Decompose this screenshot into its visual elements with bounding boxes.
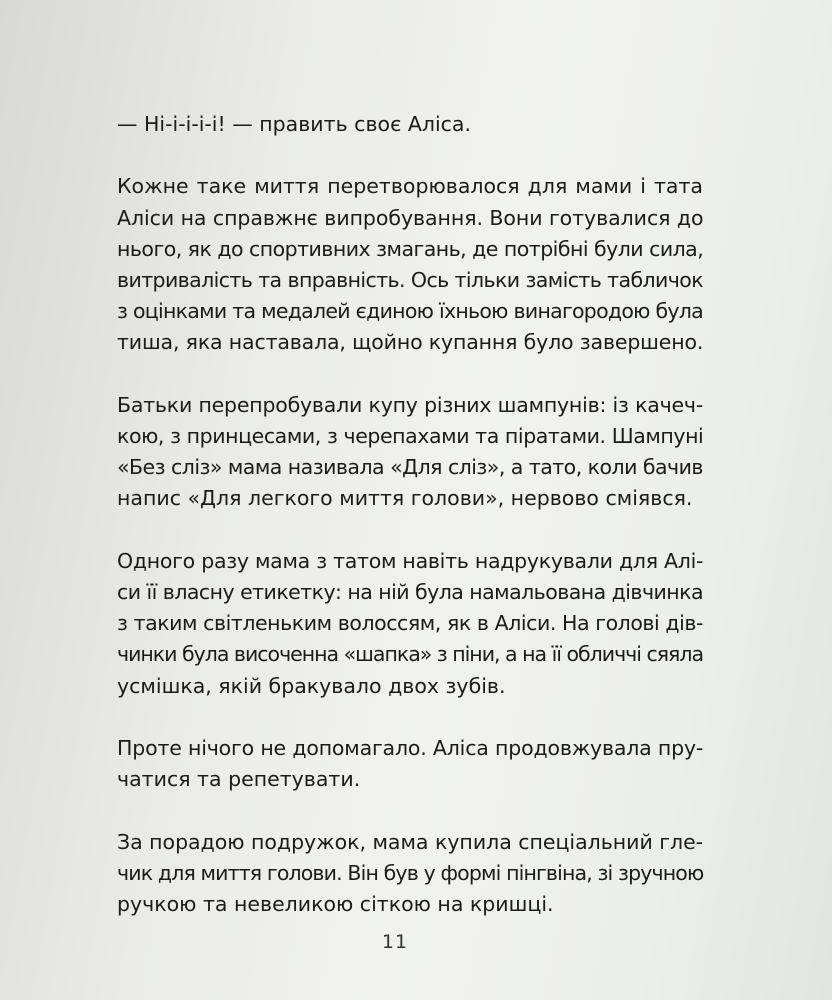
text-line: кою, з принцесами, з черепахами та піратами. Шампуні [117,424,704,448]
paragraph-5 [117,733,703,795]
text-line: Проте нічого не допомагало. Аліса продовжувала пру- [117,736,704,760]
paragraph-1 [117,109,703,140]
text-line: чинки була височенна «шапка» з піни, а на її обличчі сяяла [117,642,703,667]
text-line: з оцінками та медалей єдиною їхньою винагородою була [117,299,703,324]
text-line: напис «Для легкого миття голови», нервово сміявся. [117,486,693,511]
paragraph-3 [117,390,703,515]
text-line: Батьки перепробували купу різних шампунів: із качеч- [117,392,703,417]
text-line: з таким світленьким волоссям, як в Аліси. На голові дів- [117,611,703,636]
text-line: — Ні-і-і-і-і! — править своє Аліса. [117,112,472,136]
text-line: си її власну етикетку: на ній була намальована дівчинка [117,580,703,604]
text-line: витривалість та вправність. Ось тільки замість табличок [117,268,703,292]
text-line: «Без сліз» мама називала «Для сліз», а тато, коли бачив [117,455,703,480]
paragraph-6 [117,827,703,921]
text-line: тиша, яка наставала, щойно купання було завершено. [117,330,704,355]
text-line: усмішка, якій бракувало двох зубів. [117,673,506,698]
text-line: Аліси на справжнє випробування. Вони готувалися до [117,205,704,230]
page-number: 11 [381,931,409,953]
body-text [117,109,703,951]
text-line: Одного разу мама з татом навіть надрукували для Алі- [117,548,704,573]
text-line: нього, як до спортивних змагань, де потрібні були сила, [117,236,704,261]
text-line: Кожне таке миття перетворювалося для мами і тата [117,174,703,199]
text-line: чик для миття голови. Він був у формі пінгвіна, зі зручною [117,860,704,885]
paragraph-2 [117,171,703,358]
text-line: чатися та репетувати. [117,767,361,792]
text-line: ручкою та невеликою сіткою на кришці. [117,892,554,916]
paragraph-4 [117,546,703,702]
text-line: За порадою подружок, мама купила спеціальний гле- [117,829,704,854]
